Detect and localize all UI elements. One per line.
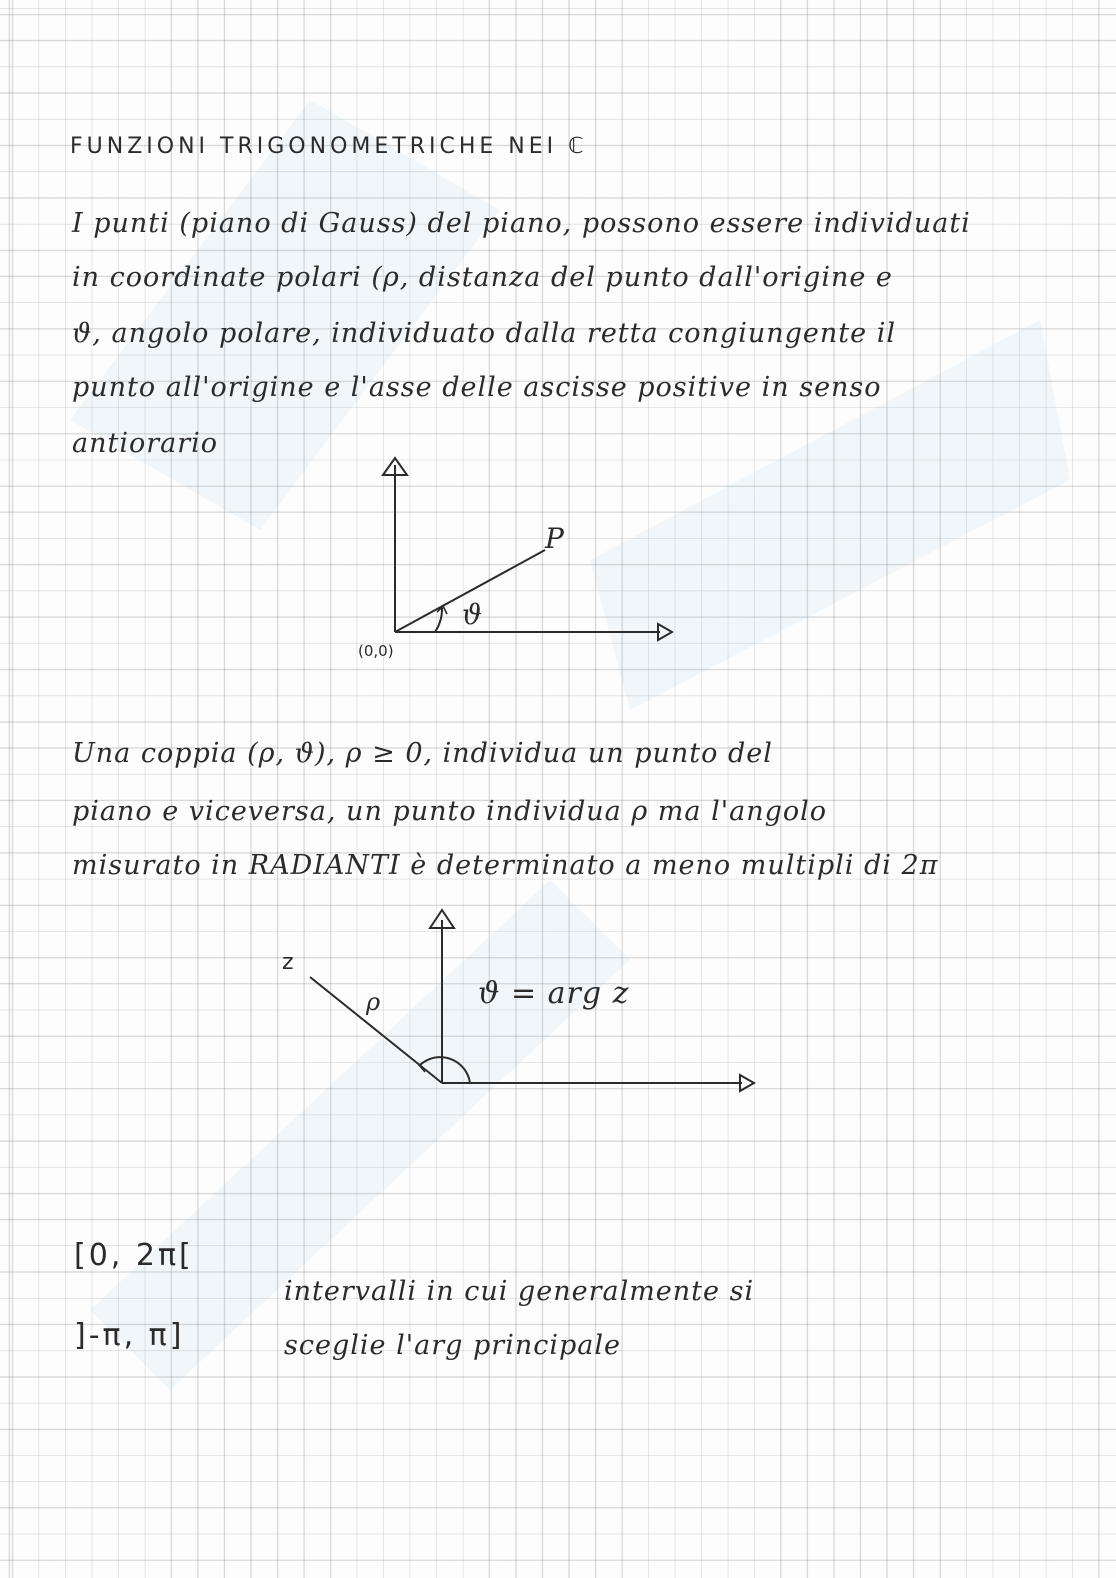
intervals-description-line-1: intervalli in cui generalmente si: [284, 1276, 755, 1307]
rho-label: ρ: [366, 988, 381, 1016]
intervals-description-line-2: sceglie l'arg principale: [284, 1330, 621, 1361]
interval-0-2pi: [0, 2π[: [74, 1238, 194, 1273]
theta-equals-arg-z-label: ϑ = arg z: [478, 976, 630, 1011]
interval-minus-pi-pi: ]-π, π]: [74, 1318, 185, 1353]
paragraph2-line-1: Una coppia (ρ, ϑ), ρ ≥ 0, individua un punto del: [72, 738, 773, 769]
x-axis-arrow-icon-2: [740, 1075, 754, 1091]
theta-label: ϑ: [462, 598, 483, 631]
paragraph1-line-2: in coordinate polari (ρ, distanza del punto dall'origine e: [72, 262, 893, 293]
page-title: FUNZIONI TRIGONOMETRICHE NEI ℂ: [70, 134, 588, 159]
paragraph1-line-4: punto all'origine e l'asse delle ascisse positive in senso: [72, 372, 882, 403]
paragraph2-line-2: piano e viceversa, un punto individua ρ ma l'angolo: [72, 796, 828, 827]
point-z-label: z: [282, 950, 294, 975]
x-axis-arrow-icon: [658, 624, 672, 640]
paragraph2-line-3: misurato in RADIANTI è determinato a meno multipli di 2π: [72, 850, 939, 881]
paragraph1-line-1: I punti (piano di Gauss) del piano, possono essere individuati: [72, 208, 971, 239]
point-p-label: P: [545, 522, 564, 555]
argument-arc-icon: [420, 1057, 470, 1083]
polar-coordinates-diagram: [340, 440, 700, 680]
paragraph1-line-5: antiorario: [72, 428, 219, 459]
paragraph1-line-3: ϑ, angolo polare, individuato dalla retta congiungente il: [72, 318, 896, 349]
origin-label: (0,0): [358, 642, 394, 660]
